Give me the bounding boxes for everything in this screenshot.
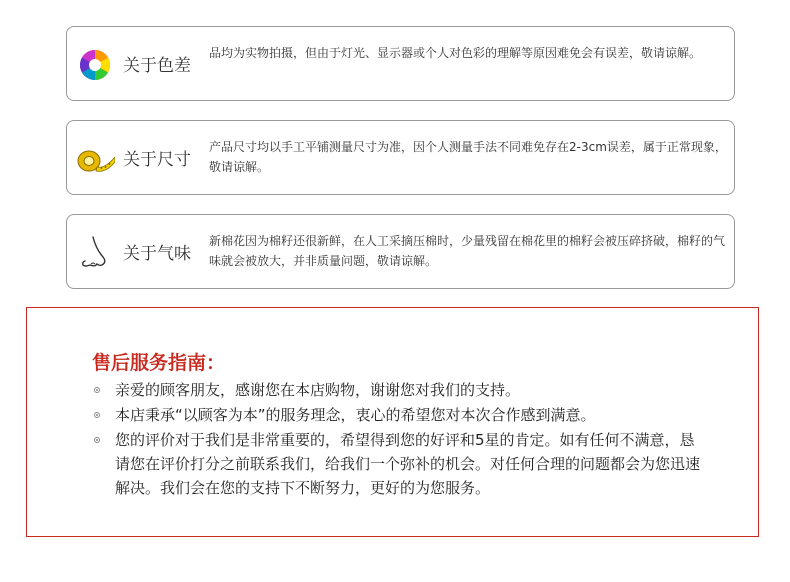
service-list [93, 378, 703, 501]
note-text: 品均为实物拍摄，但由于灯光、显示器或个人对色彩的理解等原因难免会有误差，敬请谅解。 [209, 46, 702, 60]
note-text: 新棉花因为棉籽还很新鲜，在人工采摘压棉时，少量残留在棉花里的棉籽会被压碎挤破，棉籽的气味就会被放大，并非质量问题，敬请谅解。 [209, 234, 726, 268]
note-color-difference [66, 26, 735, 101]
note-title: 关于色差 [123, 56, 191, 76]
note-title: 关于尺寸 [123, 150, 191, 170]
list-item [93, 428, 703, 500]
tape-measure-icon [75, 139, 115, 179]
color-wheel-icon [75, 45, 115, 85]
note-size [66, 120, 735, 195]
bullet-icon [94, 412, 100, 418]
bullet-icon [94, 437, 100, 443]
after-sales-guide [26, 307, 759, 537]
bullet-icon [94, 387, 100, 393]
list-item [93, 403, 703, 427]
service-title: 售后服务指南： [92, 352, 226, 374]
list-item [93, 378, 703, 402]
list-item-text: 您的评价对于我们是非常重要的，希望得到您的好评和5星的肯定。如有任何不满意，恳请您在评价打分之前联系我们，给我们一个弥补的机会。对任何合理的问题都会为您迅速解决。我们会在您的支持下不断努力，更好的为您服务。 [115, 431, 701, 497]
note-text: 产品尺寸均以手工平铺测量尺寸为准，因个人测量手法不同难免存在2-3cm误差，属于正常现象，敬请谅解。 [209, 140, 727, 174]
list-item-text: 亲爱的顾客朋友，感谢您在本店购物，谢谢您对我们的支持。 [115, 381, 521, 399]
list-item-text: 本店秉承“以顾客为本”的服务理念，衷心的希望您对本次合作感到满意。 [115, 406, 596, 424]
note-title: 关于气味 [123, 244, 191, 264]
note-odor [66, 214, 735, 289]
nose-icon [75, 233, 115, 273]
